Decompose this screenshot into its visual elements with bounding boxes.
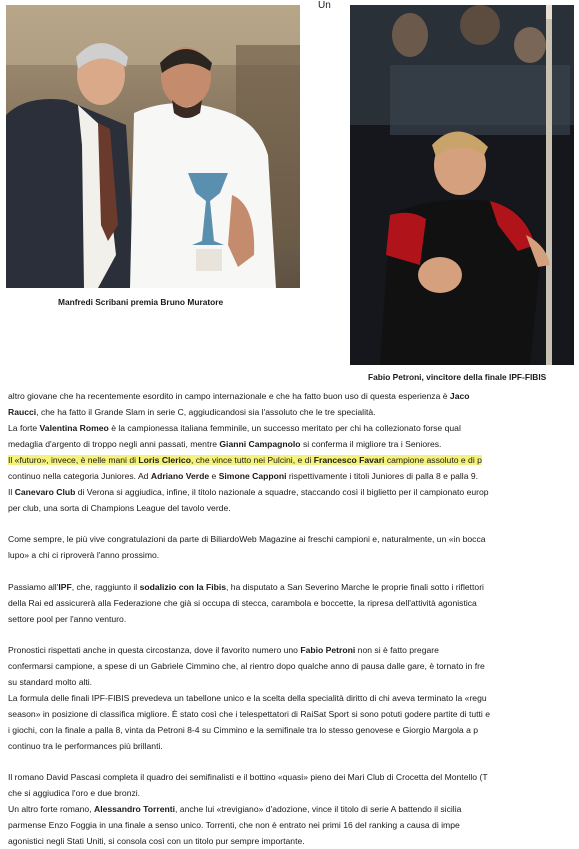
article-line: della Rai ed assicurerà alla Federazione che già si occupa di stecca, carambola e boccette, la ripresa dell'attività agonistica <box>8 598 477 608</box>
photo-caption: Manfredi Scribani premia Bruno Muratore <box>58 297 224 307</box>
article-line: medaglia d'argento di troppo negli anni passati, mentre Gianni Campagnolo si conferma il migliore tra i Seniores. <box>8 439 442 449</box>
article-line: Come sempre, le più vive congratulazioni da parte di BiliardoWeb Magazine ai freschi campioni e, naturalmente, un «in bocca <box>8 534 486 544</box>
article-line: La forte Valentina Romeo è la campionessa italiana femminile, un successo meritato per chi ha collezionato forse qual <box>8 423 461 433</box>
page-fragment-word: Un <box>318 0 331 11</box>
award-ceremony-illustration <box>6 5 300 288</box>
article-line: agonistici negli Stati Uniti, si consola così con un titolo pur sempre importante. <box>8 836 305 846</box>
article-line: parmense Enzo Foggia in una finale a senso unico. Torrenti, che non è entrato nei primi 16 del ranking a causa di impe <box>8 820 460 830</box>
article-line: Raucci, che ha fatto il Grande Slam in serie C, aggiudicandosi sia l'assoluto che le tre specialità. <box>8 407 376 417</box>
article-line: La formula delle finali IPF-FIBIS prevedeva un tabellone unico e la scelta della specialità diritto di chi aveva terminato la «regu <box>8 693 487 703</box>
article-line: che si aggiudica l'oro e due bronzi. <box>8 788 141 798</box>
article-line: Il romano David Pascasi completa il quadro dei semifinalisti e il bottino «quasi» pieno dei Mari Club di Crocetta del Montello (T <box>8 772 488 782</box>
article-line: Pronostici rispettati anche in questa circostanza, dove il favorito numero uno Fabio Petroni non si è fatto pregare <box>8 645 439 655</box>
article-line: continuo tra le performances più brillanti. <box>8 741 163 751</box>
article-line: per club, una sorta di Champions League del tavolo verde. <box>8 503 231 513</box>
article-line: lupo» a chi ci riproverà l'anno prossimo. <box>8 550 160 560</box>
article-line: su standard molto alti. <box>8 677 93 687</box>
award-ceremony-photo <box>6 5 300 288</box>
photo-caption: Fabio Petroni, vincitore della finale IPF-FIBIS <box>368 372 547 382</box>
article-line: settore pool per l'anno venturo. <box>8 614 127 624</box>
winner-illustration <box>350 5 574 365</box>
article-line: Un altro forte romano, Alessandro Torrenti, anche lui «trevigiano» d'adozione, vince il titolo di serie A battendo il sicilia <box>8 804 462 814</box>
article-line: Il Canevaro Club di Verona si aggiudica, infine, il titolo nazionale a squadre, staccando così il biglietto per il campionato europ <box>8 487 489 497</box>
article-line: confermarsi campione, a spese di un Gabriele Cimmino che, al rientro dopo qualche anno di pausa dalle gare, è tornato in fre <box>8 661 485 671</box>
article-line: i giochi, con la finale a palla 8, vinta da Petroni 8-4 su Cimmino e la semifinale tra lo stesso genovese e Giorgio Margola a p <box>8 725 479 735</box>
article-line: season» in posizione di classifica migliore. È stato così che i telespettatori di RaiSat Sport si sono potuti godere partite di tutti e <box>8 709 490 719</box>
article-line: altro giovane che ha recentemente esordito in campo internazionale e che ha fatto buon uso di questa esperienza è Jaco <box>8 391 470 401</box>
article-line: continuo nella categoria Juniores. Ad Adriano Verde e Simone Capponi rispettivamente i titoli Juniores di palla 8 e palla 9. <box>8 471 479 481</box>
article-line-highlighted: Il «futuro», invece, è nelle mani di Loris Clerico, che vince tutto nei Pulcini, e di Francesco Favari campione assoluto e di p <box>8 455 482 465</box>
article-line: Passiamo all'IPF, che, raggiunto il sodalizio con la Fibis, ha disputato a San Severino Marche le proprie finali sotto i riflettori <box>8 582 484 592</box>
winner-photo <box>350 5 574 365</box>
